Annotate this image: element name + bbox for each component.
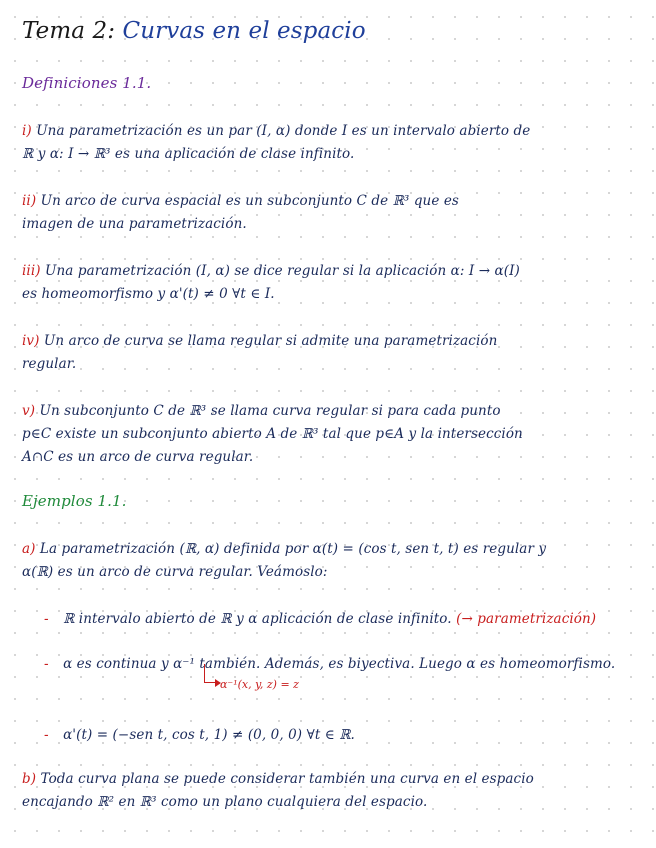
ex-b-label: b) (22, 771, 37, 787)
page-title (22, 18, 366, 44)
ex-b-text1: Toda curva plana se puede considerar también una curva en el espacio (40, 771, 534, 787)
def-iv-text1: Un arco de curva se llama regular si admite una parametrización (43, 333, 498, 349)
def-v-line3: A∩C es un arco de curva regular. (22, 449, 254, 465)
def-i-label: i) (22, 123, 32, 139)
bullet-3 (44, 726, 355, 744)
def-iv-line1 (22, 332, 497, 350)
def-v-line1 (22, 402, 501, 420)
ex-a-text1: La parametrización (ℝ, α) definida por α(t) = (cos t, sen t, t) es regular y (39, 541, 547, 557)
bullet-3-text: α'(t) = (−sen t, cos t, 1) ≠ (0, 0, 0) ∀t ∈ ℝ. (63, 727, 355, 743)
def-iv-label: iv) (22, 333, 40, 349)
ex-a-line1 (22, 540, 546, 558)
bullet-1 (44, 610, 596, 628)
bullet-1-text: ℝ intervalo abierto de ℝ y α aplicación de clase infinito. (63, 611, 452, 627)
def-iii-line1 (22, 262, 520, 280)
bullet-1-note: (→ parametrización) (456, 611, 597, 627)
def-i-text1: Una parametrización es un par (I, α) donde I es un intervalo abierto de (36, 123, 531, 139)
def-ii-label: ii) (22, 193, 37, 209)
def-v-line2: p∈C existe un subconjunto abierto A de ℝ³ tal que p∈A y la intersección (22, 426, 523, 442)
definitions-heading: Definiciones 1.1. (22, 74, 152, 92)
bullet-dash: - (44, 656, 49, 672)
ex-b-line1 (22, 770, 534, 788)
def-iv-line2: regular. (22, 356, 77, 372)
def-v-text1: Un subconjunto C de ℝ³ se llama curva regular si para cada punto (39, 403, 501, 419)
def-iii-line2: es homeomorfismo y α'(t) ≠ 0 ∀t ∈ I. (22, 286, 275, 302)
def-i-line2: ℝ y α: I → ℝ³ es una aplicación de clase infinito. (22, 146, 355, 162)
def-ii-line2: imagen de una parametrización. (22, 216, 247, 232)
ex-b-line2: encajando ℝ² en ℝ³ como un plano cualquiera del espacio. (22, 794, 428, 810)
ex-a-line2: α(ℝ) es un arco de curva regular. Veámoslo: (22, 564, 328, 580)
title-accent: Curvas en el espacio (122, 18, 366, 44)
bullet-2 (44, 655, 615, 673)
down-right-arrow-icon (204, 664, 215, 683)
bullet-dash: - (44, 611, 49, 627)
def-ii-text1: Un arco de curva espacial es un subconjunto C de ℝ³ que es (40, 193, 459, 209)
def-iii-text1: Una parametrización (I, α) se dice regular si la aplicación α: I → α(I) (45, 263, 520, 279)
bullet-2-text: α es continua y α⁻¹ también. Además, es biyectiva. Luego α es homeomorfismo. (63, 656, 616, 672)
def-v-label: v) (22, 403, 36, 419)
title-main: Tema 2: (22, 18, 116, 44)
ex-a-label: a) (22, 541, 36, 557)
bullet-2-sub: α⁻¹(x, y, z) = z (220, 678, 299, 691)
def-ii-line1 (22, 192, 459, 210)
def-iii-label: iii) (22, 263, 41, 279)
def-i-line1 (22, 122, 530, 140)
examples-heading: Ejemplos 1.1. (22, 492, 127, 510)
bullet-dash: - (44, 727, 49, 743)
